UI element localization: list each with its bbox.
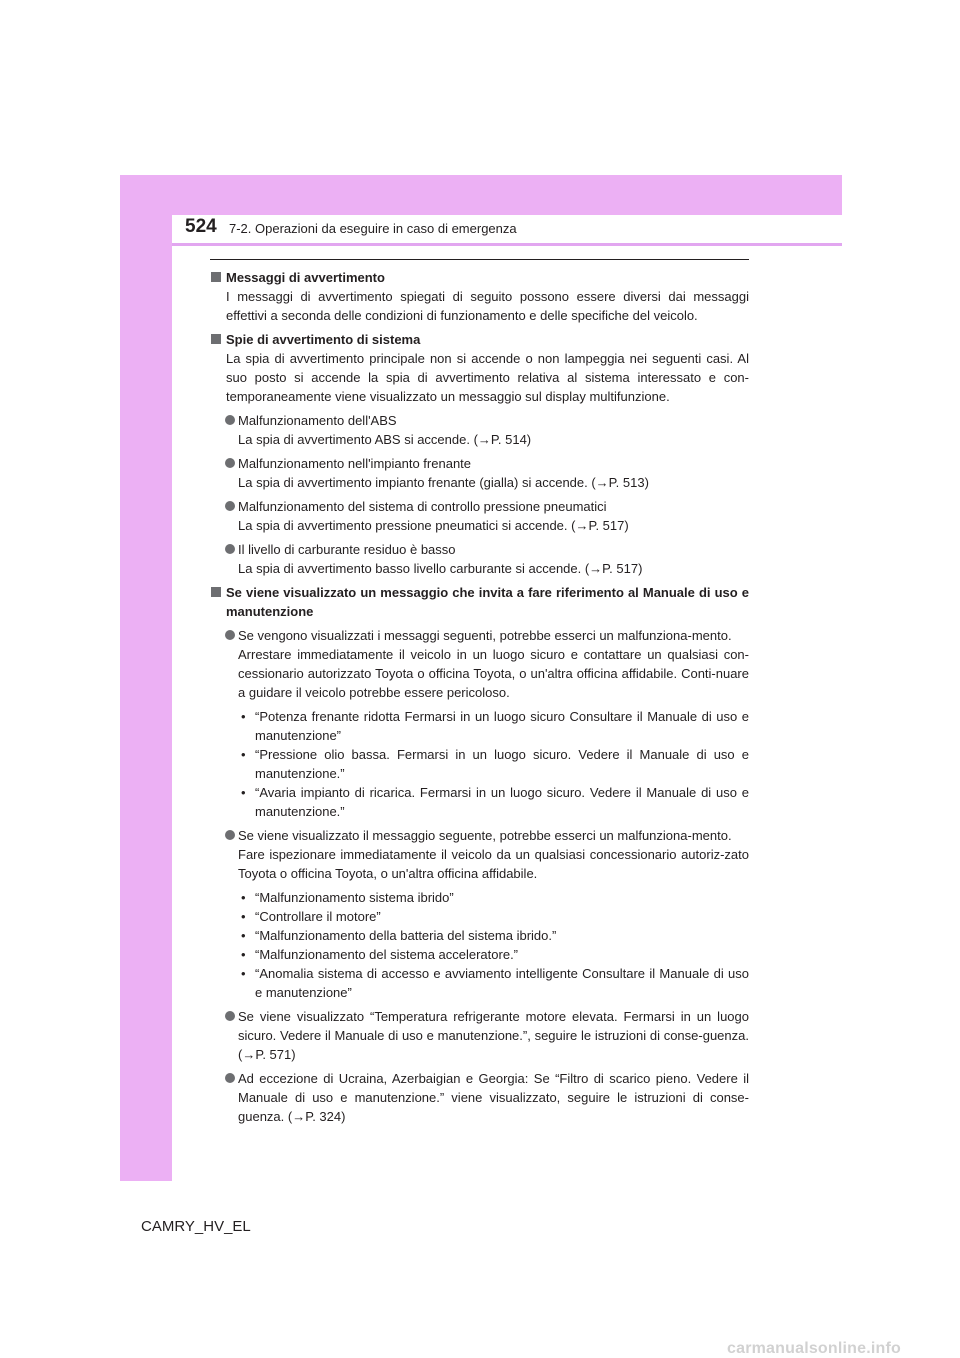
- message-item: • “Malfunzionamento della batteria del sistema ibrido.”: [241, 928, 557, 943]
- bullet-title: Malfunzionamento dell'ABS: [238, 413, 397, 428]
- circle-bullet-icon: [225, 830, 235, 840]
- section-title: Messaggi di avvertimento: [226, 270, 385, 285]
- bullet-title: Se vengono visualizzati i messaggi seguenti, potrebbe esserci un malfunziona-mento.: [238, 628, 732, 643]
- message-item: • “Malfunzionamento del sistema acceleratore.”: [241, 947, 519, 962]
- side-tab-band: [120, 175, 172, 1181]
- bullet-text: La spia di avvertimento impianto frenante (gialla) si accende. (→P. 513): [238, 475, 649, 490]
- section-heading: [211, 583, 749, 621]
- bullet-item: [211, 1007, 749, 1064]
- page-number: 524: [185, 216, 217, 237]
- watermark: carmanualsonline.info: [727, 1340, 902, 1357]
- bullet-text: La spia di avvertimento pressione pneumatici si accende. (→P. 517): [238, 518, 629, 533]
- chapter-title: 7-2. Operazioni da eseguire in caso di emergenza: [229, 221, 517, 236]
- circle-bullet-icon: [225, 415, 235, 425]
- section-text: La spia di avvertimento principale non si accende o non lampeggia nei seguenti casi. Al suo posto si accende la spia di avvertimento relativa al sistema interessato e con-temporaneamente viene visualizzato un messaggio sul display multifunzione.: [226, 351, 749, 404]
- bullet-item: [211, 1069, 749, 1126]
- section-text: I messaggi di avvertimento spiegati di seguito possono essere diversi dai messaggi effettivi a seconda delle condizioni di funzionamento e delle specifiche del veicolo.: [226, 289, 749, 323]
- circle-bullet-icon: [225, 458, 235, 468]
- header-divider: [172, 243, 842, 246]
- bullet-item: [211, 540, 749, 578]
- bullet-item: [211, 826, 749, 883]
- bullet-item: [211, 411, 749, 449]
- bullet-text: Se viene visualizzato “Temperatura refrigerante motore elevata. Fermarsi in un luogo sicuro. Vedere il Manuale di uso e manutenzione.”, seguire le istruzioni di conse-guenza. (→P. 571): [238, 1009, 749, 1062]
- message-list: [211, 888, 749, 1002]
- bullet-text: La spia di avvertimento basso livello carburante si accende. (→P. 517): [238, 561, 643, 576]
- circle-bullet-icon: [225, 501, 235, 511]
- square-bullet-icon: [211, 334, 221, 344]
- message-item: • “Controllare il motore”: [241, 909, 381, 924]
- bullet-title: Malfunzionamento nell'impianto frenante: [238, 456, 472, 471]
- bullet-title: Se viene visualizzato il messaggio seguente, potrebbe esserci un malfunziona-mento.: [238, 828, 732, 843]
- bullet-item: [211, 626, 749, 702]
- page-content: [211, 268, 749, 1131]
- bullet-title: Il livello di carburante residuo è basso: [238, 542, 456, 557]
- bullet-title: Malfunzionamento del sistema di controllo pressione pneumatici: [238, 499, 607, 514]
- section-title: Spie di avvertimento di sistema: [226, 332, 421, 347]
- bullet-text: Ad eccezione di Ucraina, Azerbaigian e Georgia: Se “Filtro di scarico pieno. Vedere il Manuale di uso e manutenzione.” viene visualizzato, seguire le istruzioni di conse-guenza. (→P. 324): [238, 1071, 749, 1124]
- bullet-text: La spia di avvertimento ABS si accende. (→P. 514): [238, 432, 532, 447]
- square-bullet-icon: [211, 272, 221, 282]
- square-bullet-icon: [211, 587, 221, 597]
- circle-bullet-icon: [225, 1073, 235, 1083]
- message-item: • “Potenza frenante ridotta Fermarsi in un luogo sicuro Consultare il Manuale di uso e manutenzione”: [241, 709, 749, 743]
- section-title: Se viene visualizzato un messaggio che invita a fare riferimento al Manuale di uso e manutenzione: [226, 585, 749, 619]
- bullet-text: Fare ispezionare immediatamente il veicolo da un qualsiasi concessionario autoriz-zato Toyota o officina Toyota, o un'altra officina affidabile.: [238, 847, 749, 881]
- bullet-item: [211, 497, 749, 535]
- message-item: • “Anomalia sistema di accesso e avviamento intelligente Consultare il Manuale di uso e manutenzione”: [241, 966, 749, 1000]
- message-list: [211, 707, 749, 821]
- message-item: • “Pressione olio bassa. Fermarsi in un luogo sicuro. Vedere il Manuale di uso e manutenzione.”: [241, 747, 749, 781]
- circle-bullet-icon: [225, 630, 235, 640]
- section-rule: [210, 259, 749, 260]
- message-item: • “Malfunzionamento sistema ibrido”: [241, 890, 454, 905]
- section-heading: [211, 268, 749, 287]
- circle-bullet-icon: [225, 1011, 235, 1021]
- message-item: • “Avaria impianto di ricarica. Fermarsi in un luogo sicuro. Vedere il Manuale di uso e manutenzione.”: [241, 785, 749, 819]
- circle-bullet-icon: [225, 544, 235, 554]
- document-code: CAMRY_HV_EL: [141, 1218, 251, 1235]
- section-heading: [211, 330, 749, 349]
- bullet-text: Arrestare immediatamente il veicolo in un luogo sicuro e contattare un qualsiasi con-cessionario autorizzato Toyota o officina Toyota, o un'altra officina affidabile. Conti-nuare a guidare il veicolo potrebbe essere pericoloso.: [238, 647, 749, 700]
- bullet-item: [211, 454, 749, 492]
